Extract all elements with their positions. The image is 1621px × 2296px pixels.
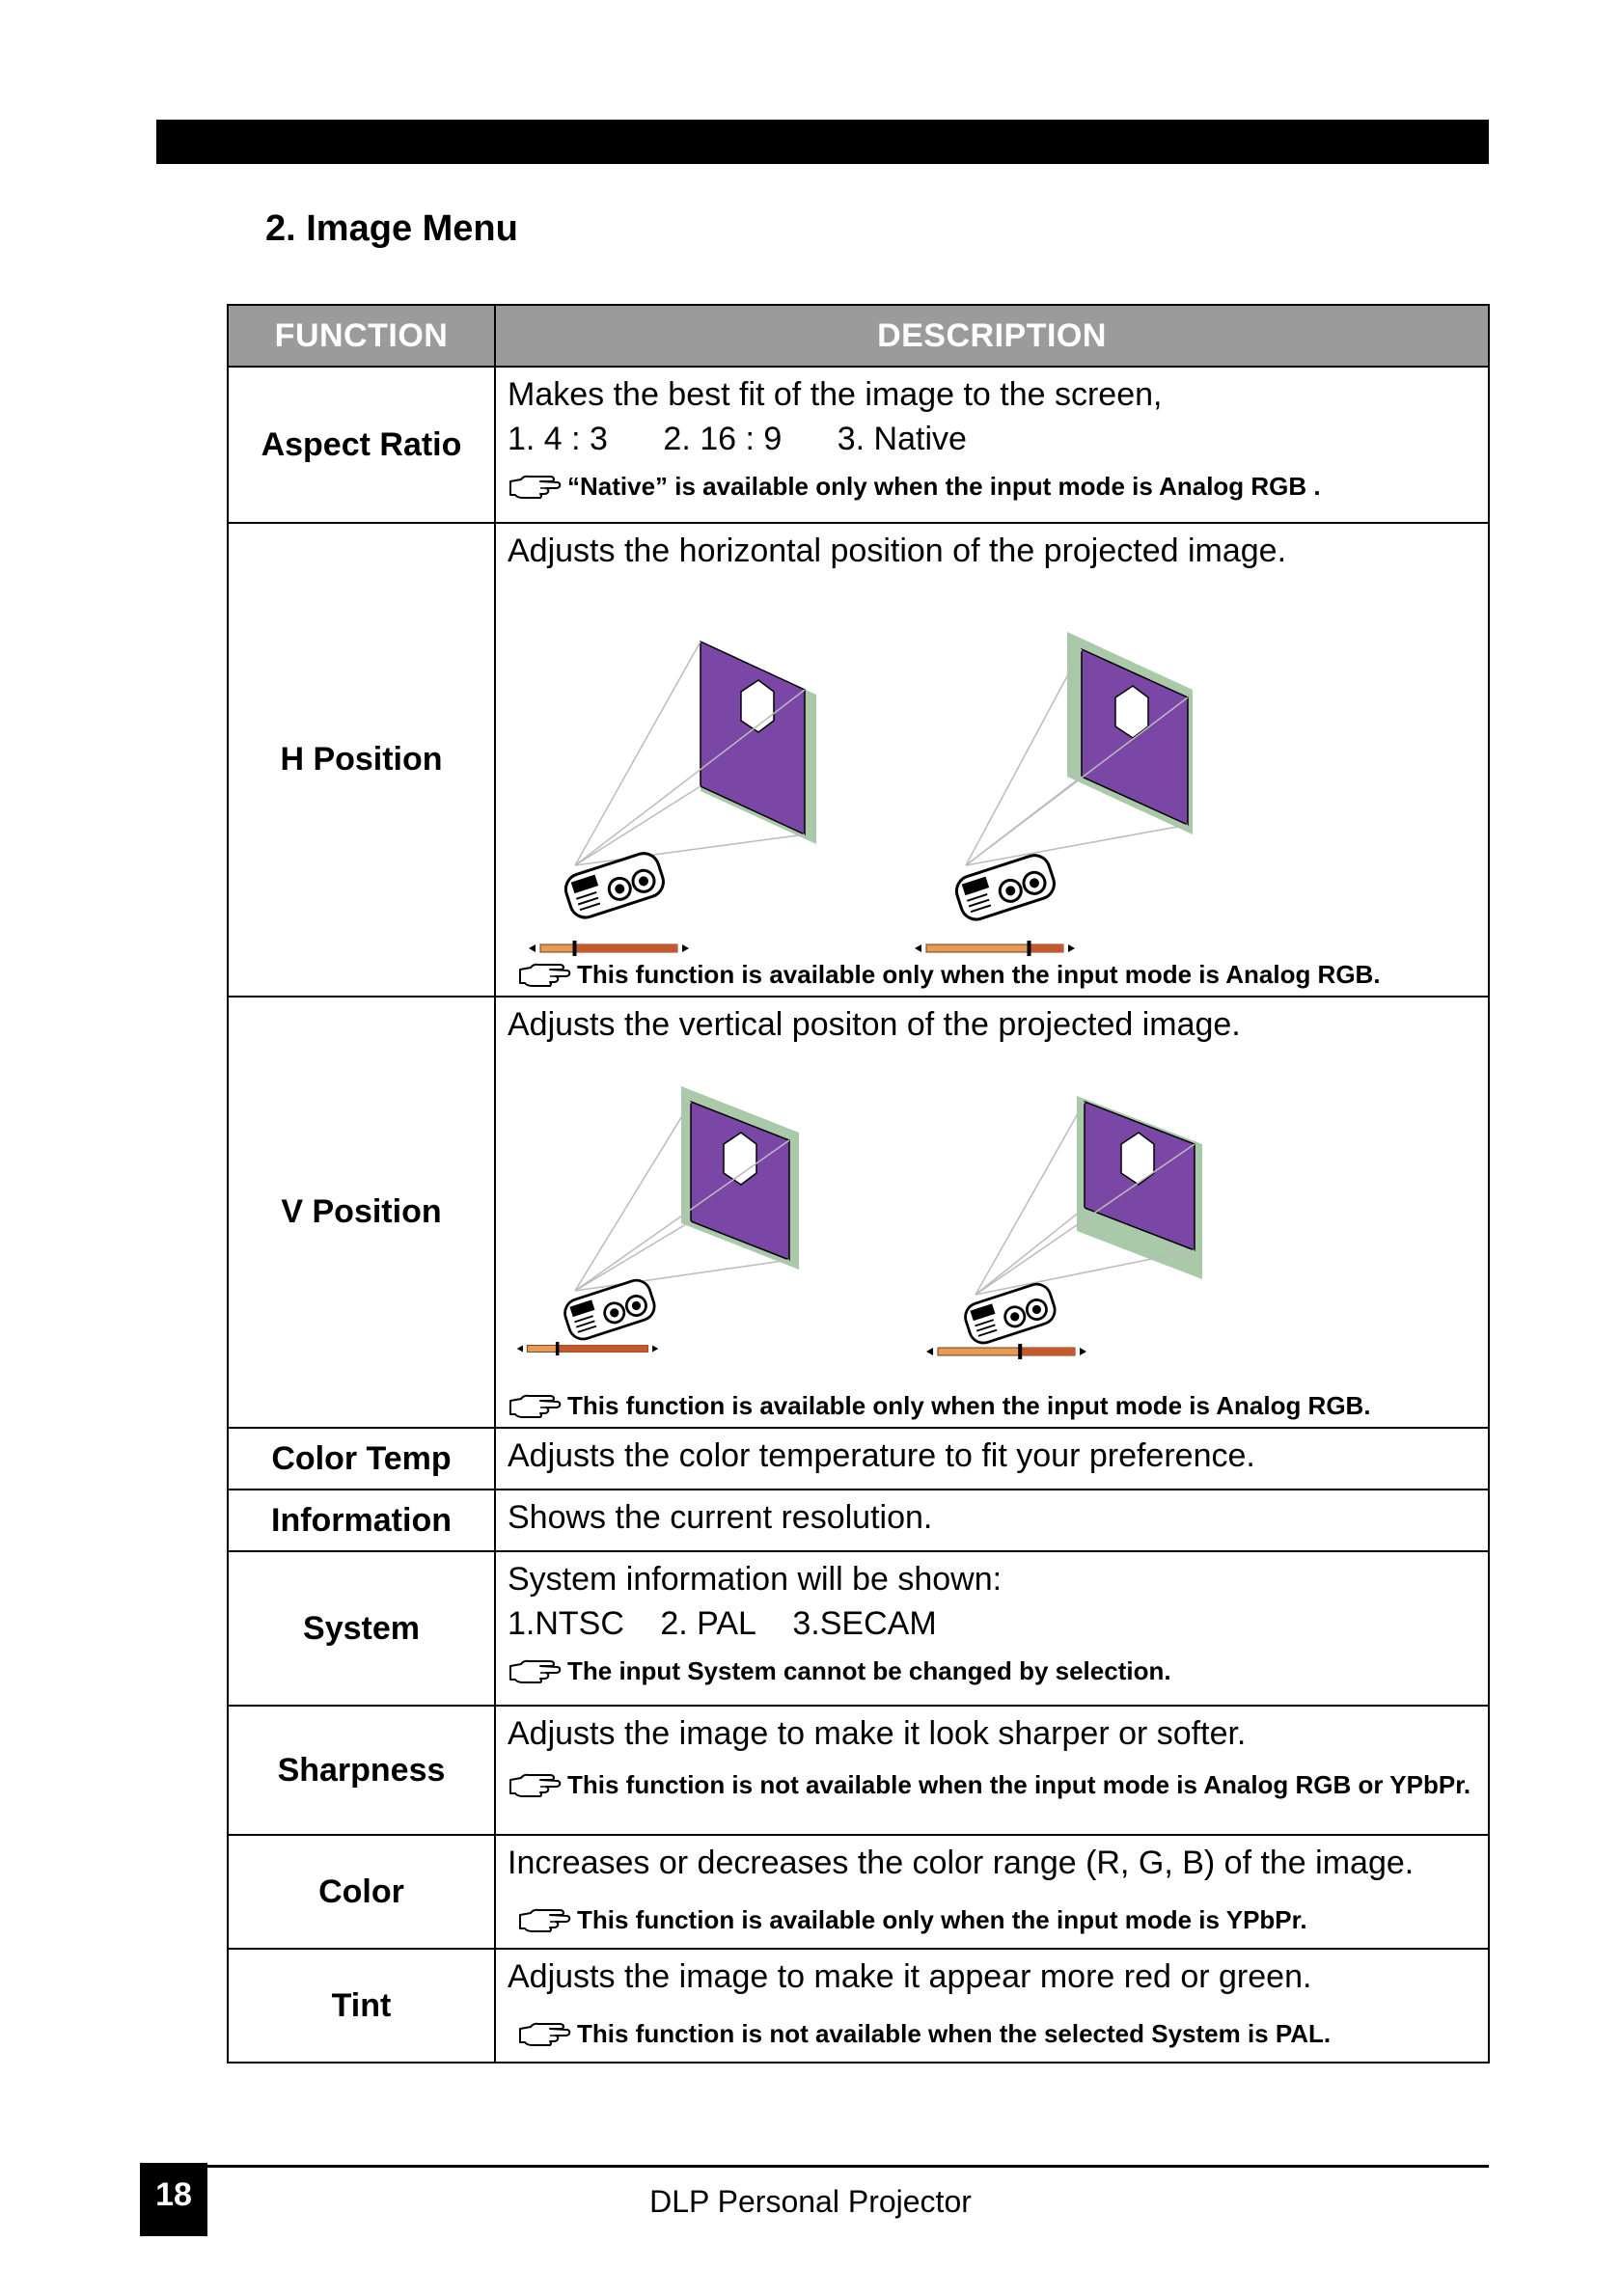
slider-right-arrow (1080, 1348, 1086, 1355)
function-sharpness: Sharpness (228, 1706, 495, 1835)
slider-left-arrow (517, 1345, 523, 1352)
note (508, 1770, 1478, 1800)
slider-right-arrow (682, 944, 689, 952)
slider-left-arrow (915, 944, 921, 952)
desc-text: Adjusts the horizontal position of the projected image. (508, 533, 1287, 569)
footer-product-name: DLP Personal Projector (649, 2184, 972, 2219)
option-ntsc: 1.NTSC (508, 1605, 624, 1643)
function-tint: Tint (228, 1949, 495, 2063)
row-h-position (228, 523, 1489, 997)
row-sharpness (228, 1706, 1489, 1835)
pointing-hand-icon (508, 474, 562, 501)
slider-right (913, 939, 1077, 958)
function-h-position: H Position (228, 523, 495, 997)
table-header-row (228, 305, 1489, 367)
pointing-hand-icon (508, 1658, 562, 1685)
desc-text: Adjusts the image to make it look sharper or softer. (508, 1715, 1247, 1753)
page-title: 2. Image Menu (265, 208, 518, 249)
function-v-position: V Position (228, 997, 495, 1428)
projector-illustration-left (517, 1067, 816, 1366)
slider-right-arrow (652, 1345, 658, 1352)
projector-illustration-right (913, 593, 1222, 950)
slider-knob (1028, 941, 1031, 956)
desc-color (495, 1835, 1489, 1949)
note (508, 1656, 1478, 1686)
desc-aspect-ratio (495, 367, 1489, 523)
image-menu-table (227, 304, 1490, 2064)
option-native: 3. Native (837, 420, 967, 457)
aspect-options (508, 418, 1478, 462)
desc-text: Adjusts the vertical positon of the projected image. (508, 1006, 1241, 1044)
slider-fill (575, 944, 678, 952)
desc-text: System information will be shown: (508, 1561, 1003, 1599)
option-pal: 2. PAL (660, 1605, 756, 1643)
note (508, 1391, 1478, 1421)
slider-right (924, 1342, 1088, 1361)
function-aspect-ratio: Aspect Ratio (228, 367, 495, 523)
slider-left-arrow (926, 1348, 933, 1355)
note-text: “Native” is available only when the input mode is Analog RGB . (567, 471, 1321, 501)
v-position-illustrations (508, 1048, 1478, 1391)
desc-v-position (495, 997, 1489, 1428)
slider-fill (558, 1345, 648, 1352)
row-tint (228, 1949, 1489, 2063)
note (508, 2019, 1478, 2049)
header-bar (156, 120, 1489, 164)
pointing-hand-icon (517, 2021, 571, 2048)
desc-text: Adjusts the image to make it appear more red or green. (508, 1958, 1312, 1996)
row-v-position (228, 997, 1489, 1428)
desc-text: Increases or decreases the color range (R, G, B) of the image. (508, 1845, 1415, 1882)
slider-left-arrow (529, 944, 536, 952)
row-color-temp (228, 1428, 1489, 1490)
function-information: Information (228, 1490, 495, 1551)
note-text: This function is available only when the input mode is YPbPr. (577, 1905, 1307, 1935)
desc-information: Shows the current resolution. (495, 1490, 1489, 1551)
row-system (228, 1551, 1489, 1706)
option-secam: 3.SECAM (792, 1605, 937, 1643)
pointing-hand-icon (508, 1393, 562, 1420)
projector-illustration-right (922, 1067, 1222, 1366)
desc-color-temp: Adjusts the color temperature to fit your preference. (495, 1428, 1489, 1490)
slider-fill (1020, 1348, 1075, 1355)
system-options (508, 1602, 1478, 1647)
slider-knob (556, 1342, 560, 1355)
row-aspect-ratio (228, 367, 1489, 523)
function-color: Color (228, 1835, 495, 1949)
row-color (228, 1835, 1489, 1949)
function-color-temp: Color Temp (228, 1428, 495, 1490)
note (508, 472, 1478, 502)
slider-right-arrow (1068, 944, 1075, 952)
footer-rule (207, 2165, 1489, 2168)
row-information (228, 1490, 1489, 1551)
function-system: System (228, 1551, 495, 1706)
option-16-9: 2. 16 : 9 (663, 420, 783, 457)
note-text: This function is available only when the input mode is Analog RGB. (577, 959, 1381, 989)
note-text: This function is available only when the input mode is Analog RGB. (567, 1390, 1371, 1420)
desc-h-position (495, 523, 1489, 997)
note-text: The input System cannot be changed by selection. (567, 1655, 1171, 1685)
pointing-hand-icon (517, 1907, 571, 1934)
slider-fill (1030, 944, 1064, 952)
desc-sharpness (495, 1706, 1489, 1835)
note (508, 960, 1478, 990)
note (508, 1905, 1478, 1935)
note-text: This function is not available when the input mode is Analog RGB or YPbPr. (567, 1770, 1471, 1800)
header-function: FUNCTION (228, 305, 495, 367)
pointing-hand-icon (517, 962, 571, 989)
option-4-3: 1. 4 : 3 (508, 420, 608, 457)
slider-knob (1018, 1344, 1022, 1359)
note-text: This function is not available when the selected System is PAL. (577, 2019, 1332, 2049)
projector-illustration-left (527, 603, 826, 950)
slider-left (515, 1339, 660, 1358)
slider-left (527, 939, 691, 958)
desc-system (495, 1551, 1489, 1706)
desc-tint (495, 1949, 1489, 2063)
pointing-hand-icon (508, 1772, 562, 1799)
slider-knob (573, 941, 577, 956)
h-position-illustrations (508, 574, 1478, 960)
desc-text: Makes the best fit of the image to the screen, (508, 376, 1163, 413)
header-description: DESCRIPTION (495, 305, 1489, 367)
page-number: 18 (140, 2163, 207, 2236)
